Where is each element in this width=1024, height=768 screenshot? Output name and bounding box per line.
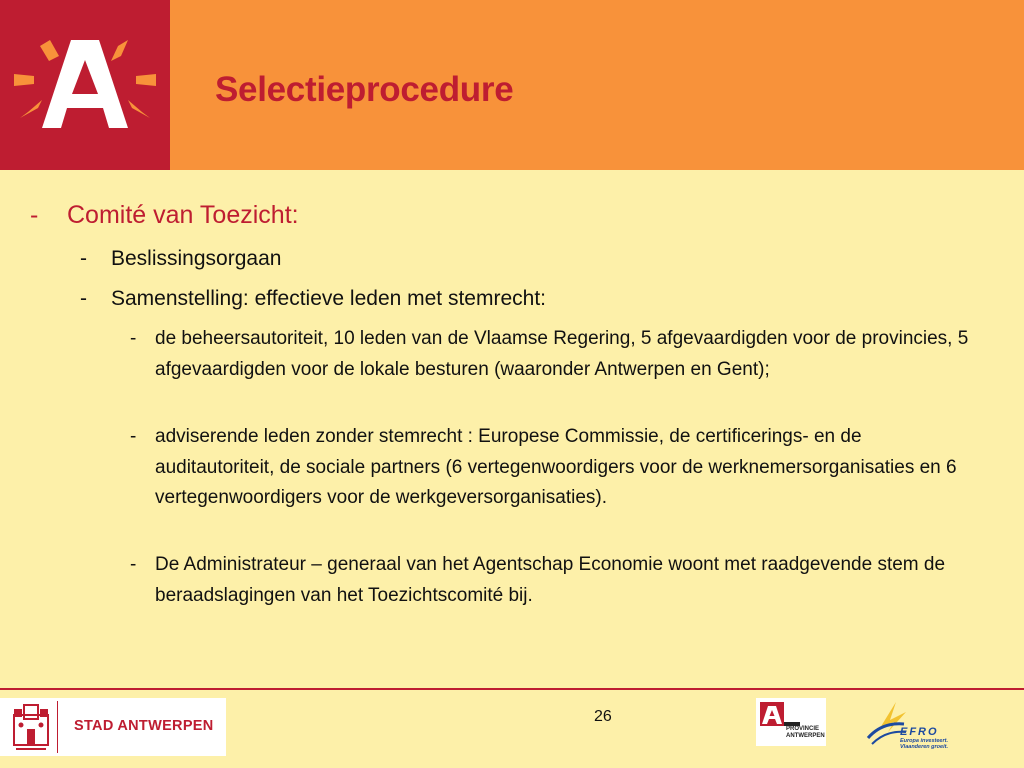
a-logo-icon <box>0 0 170 170</box>
castle-crest-icon <box>10 701 52 753</box>
efro-tagline: Europa investeert. Vlaanderen groeit. <box>900 738 948 750</box>
bullet-dash: - <box>130 554 137 575</box>
page-number: 26 <box>594 708 612 725</box>
bullet-dash: - <box>130 426 137 447</box>
stad-antwerpen-label: STAD ANTWERPEN <box>74 718 214 734</box>
bullet-text: adviserende leden zonder stemrecht : Europese Commissie, de certificerings- en de auditautoriteit, de sociale partners (6 vertegenwoordigers voor de werknemersorganisaties en 6 vertegenwoordigers voor de werkgeversorganisaties). <box>155 426 957 508</box>
bullet-text: Beslissingsorgaan <box>111 247 282 270</box>
stad-antwerpen-logo <box>0 698 226 756</box>
efro-logo <box>866 698 978 750</box>
bullet-text: Comité van Toezicht: <box>67 201 299 229</box>
logo-separator <box>57 701 58 753</box>
bullet-text: Samenstelling: effectieve leden met stemrecht: <box>111 287 547 310</box>
provincie-label: PROVINCIE ANTWERPEN <box>786 726 825 739</box>
bullet-dash: - <box>80 247 87 270</box>
antwerp-a-logo <box>0 0 170 170</box>
footer-divider <box>0 688 1024 690</box>
provincie-antwerpen-logo <box>756 698 826 746</box>
page-title: Selectieprocedure <box>215 70 514 109</box>
bullet-dash: - <box>30 201 39 229</box>
slide-header <box>0 0 1024 170</box>
efro-label: EFRO <box>900 726 939 738</box>
bullet-text: de beheersautoriteit, 10 leden van de Vlaamse Regering, 5 afgevaardigden voor de provincies, 5 afgevaardigden voor de lokale besturen (waaronder Antwerpen en Gent); <box>155 328 969 380</box>
bullet-dash: - <box>80 287 87 310</box>
bullet-text: De Administrateur – generaal van het Agentschap Economie woont met raadgevende stem de beraadslagingen van het Toezichtscomité bij. <box>155 554 946 606</box>
bullet-dash: - <box>130 328 137 349</box>
